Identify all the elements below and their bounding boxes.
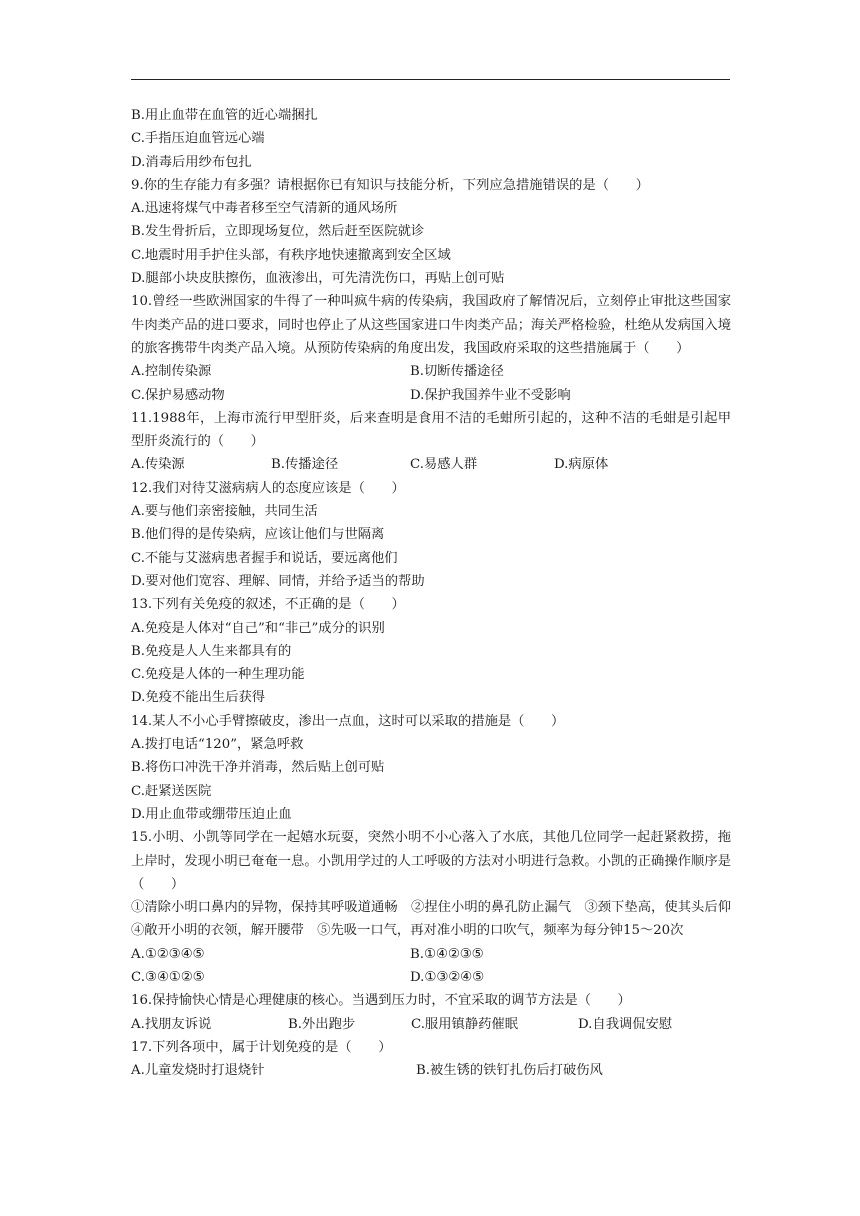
q15-option-c: C.③④①②⑤ — [131, 969, 205, 985]
q14-option-d: D.用止血带或绷带压迫止血 — [131, 806, 292, 822]
q8-option-c: C.手指压迫血管远心端 — [131, 131, 265, 147]
q13-stem: 13.下列有关免疫的叙述，不正确的是（ ） — [131, 597, 405, 613]
q10-options-row-1 — [131, 360, 731, 383]
q13-option-a: A.免疫是人体对“自己”和“非己”成分的识别 — [131, 620, 385, 636]
q16-option-c: C.服用镇静药催眠 — [411, 1016, 519, 1032]
q12-option-a: A.要与他们亲密接触，共同生活 — [131, 504, 318, 520]
q10-options-row-2 — [131, 384, 731, 407]
q14-stem: 14.某人不小心手臂擦破皮，渗出一点血，这时可以采取的措施是（ ） — [131, 713, 565, 729]
q15-options-row-1 — [131, 943, 731, 966]
header-rule — [131, 79, 730, 80]
q17-options-row-1 — [131, 1059, 731, 1082]
question-list — [131, 104, 745, 1082]
q13-option-d: D.免疫不能出生后获得 — [131, 690, 266, 706]
q12-stem: 12.我们对待艾滋病病人的态度应该是（ ） — [131, 480, 405, 496]
q16-options-row — [131, 1013, 731, 1036]
q14-option-b: B.将伤口冲洗干净并消毒，然后贴上创可贴 — [131, 760, 385, 776]
q15-option-d: D.①③②④⑤ — [410, 969, 485, 985]
q12-option-c: C.不能与艾滋病患者握手和说话，要远离他们 — [131, 550, 398, 566]
q8-option-d: D.消毒后用纱布包扎 — [131, 154, 252, 170]
q12-option-b: B.他们得的是传染病，应该让他们与世隔离 — [131, 527, 385, 543]
q9-option-b: B.发生骨折后，立即现场复位，然后赶至医院就诊 — [131, 224, 425, 240]
q8-option-b: B.用止血带在血管的近心端捆扎 — [131, 108, 318, 123]
q9-stem: 9.你的生存能力有多强？请根据你已有知识与技能分析，下列应急措施错误的是（ ） — [131, 177, 649, 193]
q9-option-c: C.地震时用手护住头部，有秩序地快速撤离到安全区域 — [131, 247, 451, 263]
q11-option-b: B.传播途径 — [271, 457, 339, 473]
q15-steps: ①清除小明口鼻内的异物，保持其呼吸道通畅 ②捏住小明的鼻孔防止漏气 ③颈下垫高，使其头后仰 ④敞开小明的衣领，解开腰带 ⑤先吸一口气，再对准小明的口吹气，频率为每分钟15～20次 — [131, 900, 745, 939]
q17-option-a: A.儿童发烧时打退烧针 — [131, 1063, 265, 1079]
q10-option-a: A.控制传染源 — [131, 364, 212, 380]
q13-option-c: C.免疫是人体的一种生理功能 — [131, 667, 305, 683]
q10-option-d: D.保护我国养牛业不受影响 — [410, 387, 571, 403]
q14-option-c: C.赶紧送医院 — [131, 783, 212, 799]
q17-stem: 17.下列各项中，属于计划免疫的是（ ） — [131, 1039, 392, 1055]
q10-option-b: B.切断传播途径 — [410, 364, 504, 380]
q15-option-a: A.①②③④⑤ — [131, 946, 205, 962]
q11-option-c: C.易感人群 — [410, 457, 478, 473]
q11-options-row — [131, 453, 731, 476]
q14-option-a: A.拨打电话“120”，紧急呼救 — [131, 737, 304, 753]
q12-option-d: D.要对他们宽容、理解、同情，并给予适当的帮助 — [131, 573, 425, 589]
q10-stem: 10.曾经一些欧洲国家的牛得了一种叫疯牛病的传染病，我国政府了解情况后，立刻停止审批这些国家牛肉类产品的进口要求，同时也停止了从这些国家进口牛肉类产品；海关严格检验，杜绝从发病国入境的旅客携带牛肉类产品入境。从预防传染病的角度出发，我国政府采取的这些措施属于（ ） — [131, 294, 731, 356]
q16-stem: 16.保持愉快心情是心理健康的核心。当遇到压力时，不宜采取的调节方法是（ ） — [131, 993, 631, 1009]
q9-option-a: A.迅速将煤气中毒者移至空气清新的通风场所 — [131, 201, 398, 217]
q16-option-b: B.外出跑步 — [288, 1016, 356, 1032]
q9-option-d: D.腿部小块皮肤擦伤，血液渗出，可先清洗伤口，再贴上创可贴 — [131, 271, 505, 287]
q15-option-b: B.①④②③⑤ — [410, 946, 484, 962]
q16-option-a: A.找朋友诉说 — [131, 1016, 212, 1032]
q11-option-a: A.传染源 — [131, 457, 185, 473]
q17-option-b: B.被生锈的铁钉扎伤后打破伤风 — [416, 1063, 603, 1079]
q11-stem: 11.1988年，上海市流行甲型肝炎，后来查明是食用不洁的毛蚶所引起的，这种不洁的毛蚶是引起甲型肝炎流行的（ ） — [131, 410, 731, 450]
q15-options-row-2 — [131, 966, 731, 989]
q11-option-d: D.病原体 — [554, 457, 609, 473]
q13-option-b: B.免疫是人人生来都具有的 — [131, 643, 292, 659]
q15-stem: 15.小明、小凯等同学在一起嬉水玩耍，突然小明不小心落入了水底，其他几位同学一起赶紧救捞，拖上岸时，发现小明已奄奄一息。小凯用学过的人工呼吸的方法对小明进行急救。小凯的正确操作顺序是（ ） — [131, 830, 731, 892]
q16-option-d: D.自我调侃安慰 — [578, 1016, 673, 1032]
q10-option-c: C.保护易感动物 — [131, 387, 225, 403]
